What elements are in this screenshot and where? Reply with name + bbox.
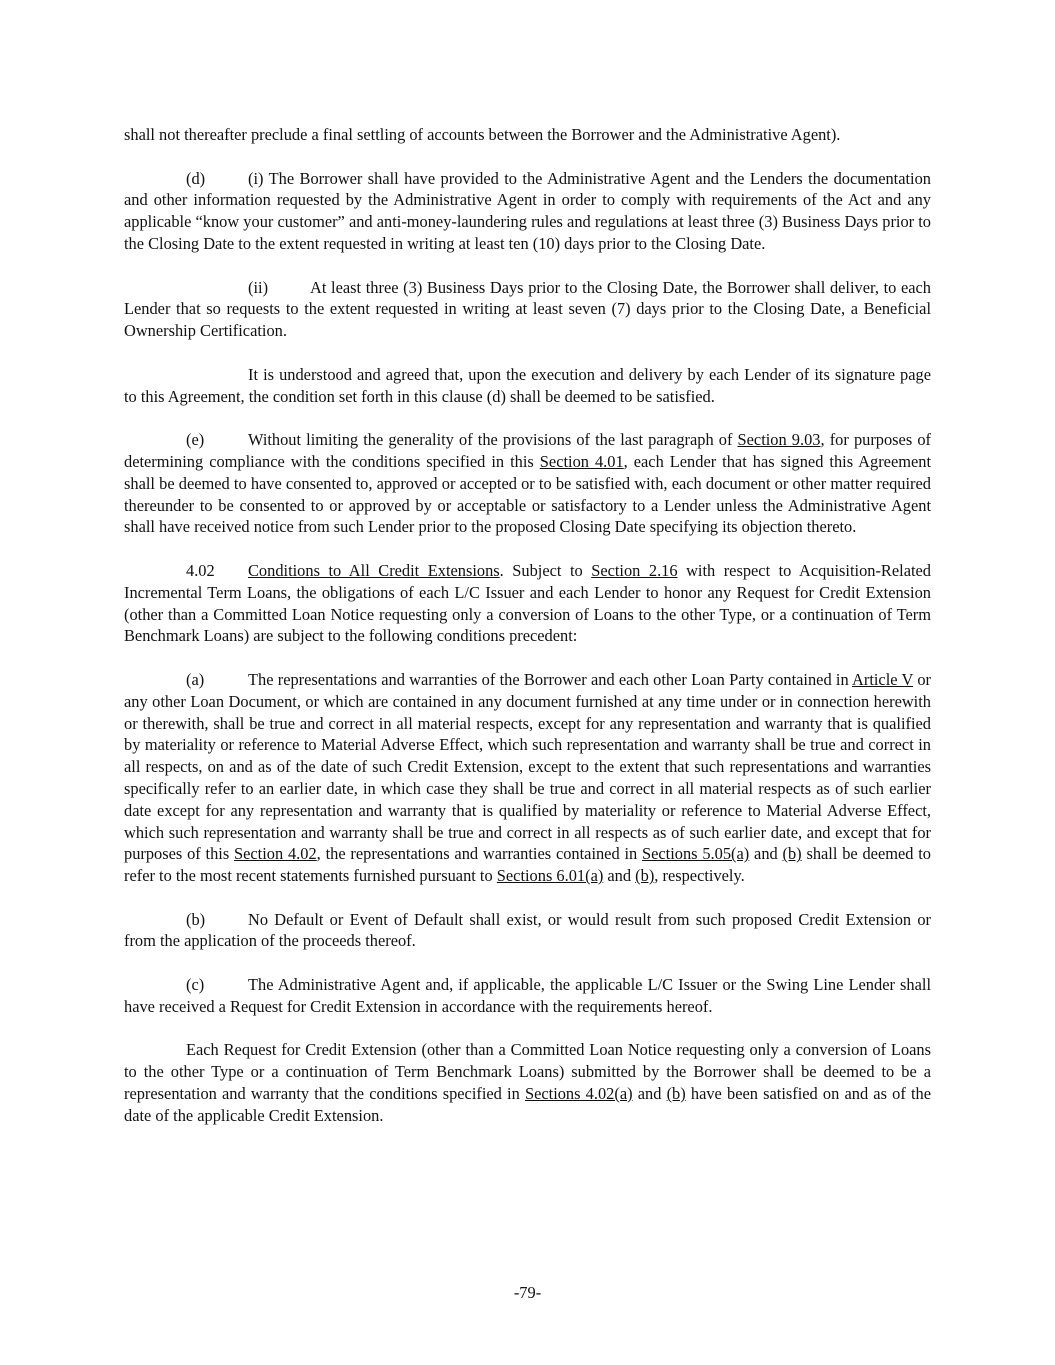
clause-a [124, 669, 931, 887]
clause-a-text-2: or any other Loan Document, or which are contained in any document furnished at any time under or in connection herewith or therewith, shall be true and correct in all material respects, except for any representation and warranty that is qualified by materiality or reference to Material Adverse Effect, which such representation and warranty shall be true and correct in all respects, on and as of the date of such Credit Extension, except to the extent that such representations and warranties specifically refer to an earlier date, in which case they shall be true and correct in all material respects as of such earlier date except for any representation and warranty that is qualified by materiality or reference to Material Adverse Effect, which such representation and warranty shall be true and correct in all respects as of such earlier date, and except that for purposes of this [124, 669, 931, 864]
clause-d-label: (d) [186, 168, 206, 188]
page-number: -79- [513, 1283, 542, 1302]
each-request-paragraph [124, 1039, 931, 1126]
section-4-02-number: 4.02 [186, 560, 215, 580]
section-4-02-heading: Conditions to All Credit Extensions [248, 560, 500, 580]
clause-e-text-2: , for purposes of determining compliance with the conditions specified in this [124, 430, 931, 471]
clause-a-text-7: , respectively. [654, 866, 745, 886]
clause-b [124, 909, 931, 953]
each-request-text-3: have been satisfied on and as of the date of the applicable Credit Extension. [124, 1084, 931, 1125]
clause-d-ii [124, 277, 931, 342]
sections-5-05b-ref: (b) [782, 844, 802, 864]
clause-a-text-3: , the representations and warranties contained in [316, 844, 643, 864]
clause-e-text-1: Without limiting the generality of the provisions of the last paragraph of [248, 430, 738, 450]
clause-b-label: (b) [186, 909, 206, 929]
section-4-02 [124, 560, 931, 647]
clause-a-label: (a) [186, 669, 205, 689]
clause-a-text-6: and [603, 866, 636, 886]
clause-d-ii-text: At least three (3) Business Days prior to the Closing Date, the Borrower shall deliver, to each Lender that so requests to the extent requested in writing at least seven (7) days prior to the Closing Date, a Beneficial Ownership Certification. [124, 277, 931, 341]
clause-c-label: (c) [186, 975, 205, 995]
sections-4-02a-ref: Sections 4.02(a) [524, 1084, 633, 1104]
clause-e-label: (e) [186, 430, 205, 450]
sections-5-05a-ref: Sections 5.05(a) [642, 844, 750, 864]
clause-d-i [124, 168, 931, 255]
section-2-16-ref: Section 2.16 [591, 560, 678, 580]
article-v-ref: Article V [852, 669, 914, 689]
clause-a-text-4: and [749, 844, 783, 864]
section-4-02-text-2: with respect to Acquisition-Related Incremental Term Loans, the obligations of each L/C Issuer and each Lender to honor any Request for Credit Extension (other than a Committed Loan Notice requesting only a conversion of Loans to the other Type, or a continuation of Term Benchmark Loans) are subject to the following conditions precedent: [124, 560, 931, 646]
section-9-03-ref: Section 9.03 [737, 430, 821, 450]
clause-e-text-3: , each Lender that has signed this Agreement shall be deemed to have consented to, approved or accepted or to be satisfied with, each document or other matter required thereunder to be consented to or approved by or acceptable or satisfactory to a Lender unless the Administrative Agent shall have received notice from such Lender prior to the proposed Closing Date specifying its objection thereto. [124, 451, 931, 537]
section-4-02-ref: Section 4.02 [234, 844, 317, 864]
paragraph-continuation: shall not thereafter preclude a final settling of accounts between the Borrower and the Administrative Agent). [124, 125, 841, 144]
clause-d-understood: It is understood and agreed that, upon the execution and delivery by each Lender of its signature page to this Agreement, the condition set forth in this clause (d) shall be deemed to be satisfied. [124, 364, 931, 406]
section-4-02-text-1: . Subject to [499, 560, 592, 580]
sections-6-01b-ref: (b) [635, 866, 655, 886]
clause-a-text-1: The representations and warranties of the Borrower and each other Loan Party contained in [248, 669, 853, 689]
clause-d-text: (i) The Borrower shall have provided to the Administrative Agent and the Lenders the documentation and other information requested by the Administrative Agent in order to comply with requirements of the Act and any applicable “know your customer” and anti-money-laundering rules and regulations at least three (3) Business Days prior to the Closing Date to the extent requested in writing at least ten (10) days prior to the Closing Date. [124, 168, 931, 253]
section-4-01-ref: Section 4.01 [539, 451, 624, 471]
clause-d-ii-label: (ii) [248, 277, 269, 297]
each-request-text-2: and [632, 1084, 667, 1104]
clause-c [124, 974, 931, 1018]
clause-a-text-5: shall be deemed to refer to the most recent statements furnished pursuant to [124, 844, 932, 886]
clause-b-text: No Default or Event of Default shall exist, or would result from such proposed Credit Extension or from the application of the proceeds thereof. [124, 909, 931, 951]
sections-4-02b-ref: (b) [666, 1084, 686, 1104]
document-body [124, 124, 931, 1148]
each-request-text-1: Each Request for Credit Extension (other than a Committed Loan Notice requesting only a conversion of Loans to the other Type or a continuation of Term Benchmark Loans) submitted by the Borrower shall be deemed to be a representation and warranty that the conditions specified in [124, 1040, 931, 1104]
sections-6-01a-ref: Sections 6.01(a) [496, 866, 604, 886]
clause-e [124, 429, 931, 538]
clause-c-text: The Administrative Agent and, if applicable, the applicable L/C Issuer or the Swing Line Lender shall have received a Request for Credit Extension in accordance with the requirements hereof. [124, 975, 931, 1016]
